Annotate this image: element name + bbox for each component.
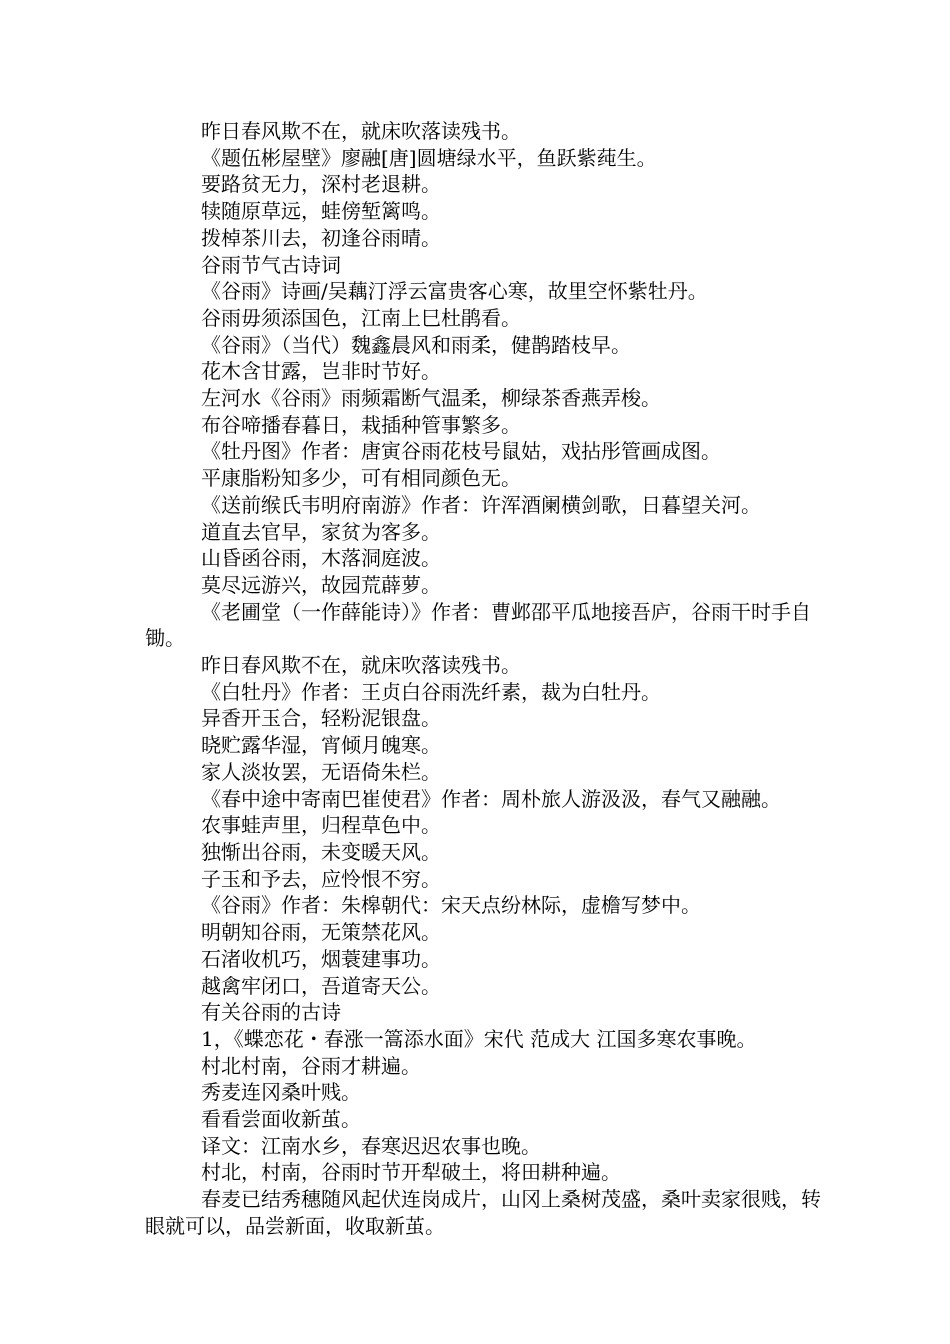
paragraph: 拨棹茶川去，初逢谷雨晴。 — [201, 225, 441, 250]
paragraph: 《送前缑氏韦明府南游》作者：许浑酒阑横剑歌，日暮望关河。 — [201, 492, 761, 517]
paragraph: 看看尝面收新茧。 — [201, 1107, 361, 1132]
paragraph: 秀麦连冈桑叶贱。 — [201, 1080, 361, 1105]
document-body — [145, 118, 821, 1240]
paragraph: 春麦已结秀穗随风起伏连岗成片，山冈上桑树茂盛，桑叶卖家很贱，转眼就可以，品尝新面，收取新茧。 — [145, 1187, 821, 1238]
paragraph: 《谷雨》诗画/吴藕汀浮云富贵客心寒，故里空怀紫牡丹。 — [201, 279, 708, 304]
paragraph: 家人淡妆罢，无语倚朱栏。 — [201, 759, 441, 784]
paragraph: 《谷雨》（当代）魏鑫晨风和雨柔，健鹊踏枝早。 — [201, 332, 631, 357]
paragraph: 左河水《谷雨》雨频霜断气温柔，柳绿茶香燕弄梭。 — [201, 386, 661, 411]
paragraph: 道直去官早，家贫为客多。 — [201, 519, 441, 544]
paragraph: 要路贫无力，深村老退耕。 — [201, 172, 441, 197]
paragraph: 犊随原草远，蛙傍堑篱鸣。 — [201, 199, 441, 224]
paragraph: 布谷啼播春暮日，栽插种管事繁多。 — [201, 412, 521, 437]
paragraph: 石渚收机巧，烟蓑建事功。 — [201, 946, 441, 971]
paragraph: 《题伍彬屋壁》廖融[唐]圆塘绿水平，鱼跃紫莼生。 — [201, 145, 657, 170]
paragraph: 《谷雨》作者：朱槔朝代：宋天点纷林际，虚檐写梦中。 — [201, 893, 701, 918]
section-heading: 谷雨节气古诗词 — [201, 252, 341, 277]
section-heading: 有关谷雨的古诗 — [201, 1000, 341, 1025]
paragraph: 平康脂粉知多少，可有相同颜色无。 — [201, 466, 521, 491]
paragraph: 明朝知谷雨，无策禁花风。 — [201, 920, 441, 945]
paragraph: 《牡丹图》作者：唐寅谷雨花枝号鼠姑，戏拈彤管画成图。 — [201, 439, 721, 464]
paragraph: 农事蛙声里，归程草色中。 — [201, 813, 441, 838]
paragraph: 昨日春风欺不在，就床吹落读残书。 — [201, 119, 521, 143]
paragraph: 谷雨毋须添国色，江南上巳杜鹃看。 — [201, 305, 521, 330]
paragraph: 山昏函谷雨，木落洞庭波。 — [201, 546, 441, 571]
paragraph: 村北，村南，谷雨时节开犁破土，将田耕种遍。 — [201, 1160, 621, 1185]
paragraph: 越禽牢闭口，吾道寄天公。 — [201, 973, 441, 998]
paragraph: 异香开玉合，轻粉泥银盘。 — [201, 706, 441, 731]
paragraph: 花木含甘露，岂非时节好。 — [201, 359, 441, 384]
paragraph: 《春中途中寄南巴崔使君》作者：周朴旅人游汲汲，春气又融融。 — [201, 786, 781, 811]
paragraph: 莫尽远游兴，故园荒薜萝。 — [201, 572, 441, 597]
paragraph: 独惭出谷雨，未变暖天风。 — [201, 839, 441, 864]
paragraph: 昨日春风欺不在，就床吹落读残书。 — [201, 653, 521, 678]
paragraph: 晓贮露华湿，宵倾月魄寒。 — [201, 733, 441, 758]
paragraph: 村北村南，谷雨才耕遍。 — [201, 1053, 421, 1078]
paragraph: 译文：江南水乡，春寒迟迟农事也晚。 — [201, 1133, 541, 1158]
paragraph: 子玉和予去，应怜恨不穷。 — [201, 866, 441, 891]
paragraph: 1，《蝶恋花・春涨一篙添水面》宋代 范成大 江国多寒农事晚。 — [201, 1026, 757, 1051]
paragraph: 《白牡丹》作者：王贞白谷雨洗纤素，裁为白牡丹。 — [201, 679, 661, 704]
paragraph: 《老圃堂（一作薛能诗）》作者：曹邺邵平瓜地接吾庐，谷雨干时手自锄。 — [145, 599, 811, 651]
